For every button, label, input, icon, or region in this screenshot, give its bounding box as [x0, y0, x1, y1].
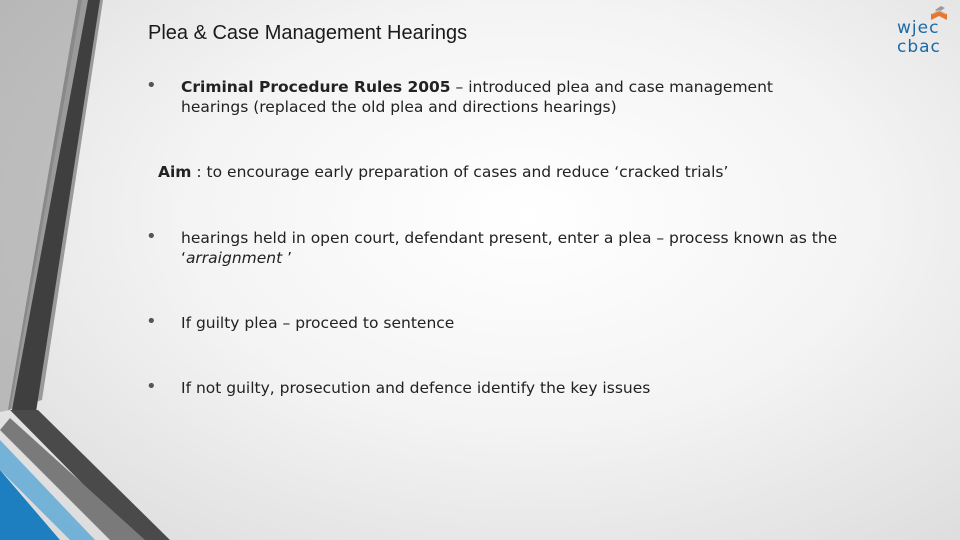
bullet-dot: • — [146, 311, 157, 332]
bullet-content — [181, 77, 841, 117]
slide-title: Plea & Case Management Hearings — [148, 22, 468, 44]
bullet-content — [181, 313, 841, 333]
logo-text-cbac: cbac — [897, 37, 941, 57]
aim-statement — [158, 162, 858, 182]
bullet-content — [181, 378, 841, 398]
bullet-content — [181, 228, 841, 268]
logo-text-wjec: wjec — [897, 18, 940, 38]
bullet-bold-text: Criminal Procedure Rules 2005 — [181, 78, 451, 96]
bullet-italic-text: arraignment — [185, 249, 283, 267]
bullet-text: If not guilty, prosecution and defence identify the key issues — [181, 379, 651, 397]
bullet-text-after: ’ — [282, 249, 293, 267]
bullet-text: If guilty plea – proceed to sentence — [181, 314, 455, 332]
bullet-text: – introduced plea and case management hearings (replaced the old plea and directions hearings) — [181, 78, 773, 116]
aim-text: : to encourage early preparation of cases and reduce ‘cracked trials’ — [191, 163, 729, 181]
wjec-cbac-logo — [893, 6, 951, 62]
bullet-dot: • — [146, 226, 157, 247]
bullet-text: hearings held in open court, defendant present, enter a plea – process known as the ‘ — [181, 229, 838, 267]
bullet-dot: • — [146, 75, 157, 96]
aim-label: Aim — [158, 163, 192, 181]
bullet-dot: • — [146, 376, 157, 397]
